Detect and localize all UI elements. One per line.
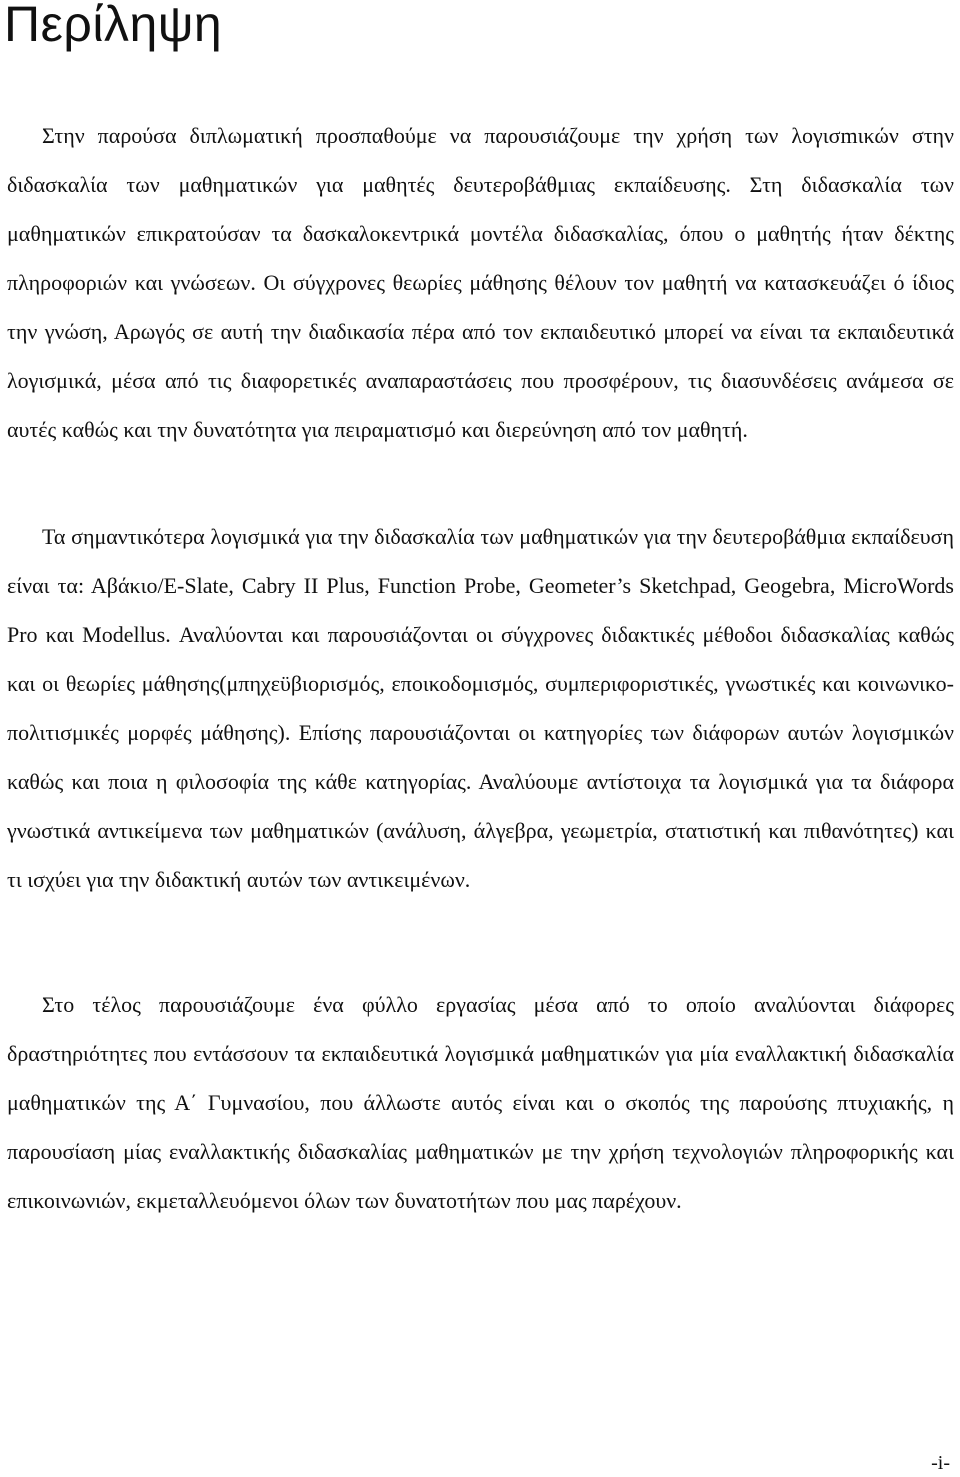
abstract-paragraph-3-block (7, 980, 954, 1225)
abstract-paragraph-2-block (7, 512, 954, 904)
page-number: -i- (931, 1452, 950, 1474)
abstract-paragraph-3: Στο τέλος παρουσιάζουμε ένα φύλλο εργασίας μέσα από το οποίο αναλύονται διάφορες δραστηριότητες που εντάσσουν τα εκπαιδευτικά λογισμικά μαθηματικών για μία εναλλακτική διδασκαλία μαθηματικών της Α΄ Γυμνασίου, που άλλωστε αυτός είναι και ο σκοπός της παρούσης πτυχιακής, η παρουσίαση μίας εναλλακτικής διδασκαλίας μαθηματικών με την χρήση τεχνολογιών πληροφορικής και επικοινωνιών, εκμεταλλευόμενοι όλων των δυνατοτήτων που μας παρέχουν. (7, 992, 954, 1213)
abstract-paragraph-1-block (7, 111, 954, 454)
page-title: Περίληψη (4, 0, 223, 52)
abstract-paragraph-2: Τα σημαντικότερα λογισμικά για την διδασκαλία των μαθηματικών για την δευτεροβάθμια εκπαίδευση είναι τα: Αβάκιο/E-Slate, Cabry II Plus, Function Probe, Geometer’s Sketchpad, Geogebra, MicroWords Pro και Modellus. Αναλύονται και παρουσιάζονται οι σύγχρονες διδακτικές μέθοδοι διδασκαλίας καθώς και οι θεωρίες μάθησης(μπηχεϋβιορισμός, εποικοδομισμός, συμπεριφοριστικές, γνωστικές και κοινωνικοπολιτισμικές μορφές μάθησης). Επίσης παρουσιάζονται οι κατηγορίες των διάφορων αυτών λογισμικών καθώς και ποια η φιλοσοφία της κάθε κατηγορίας. Αναλύουμε αντίστοιχα τα λογισμικά για τα διάφορα γνωστικά αντικείμενα των μαθηματικών (ανάλυση, άλγεβρα, γεωμετρία, στατιστική και πιθανότητες) και τι ισχύει για την διδακτική αυτών των αντικειμένων. (7, 524, 954, 892)
abstract-paragraph-1: Στην παρούσα διπλωματική προσπαθούμε να παρουσιάζουμε την χρήση των λογισmικών στην διδασκαλία των μαθηματικών για μαθητές δευτεροβάθμιας εκπαίδευσης. Στη διδασκαλία των μαθηματικών επικρατούσαν τα δασκαλοκεντρικά μοντέλα διδασκαλίας, όπου ο μαθητής ήταν δέκτης πληροφοριών και γνώσεων. Οι σύγχρονες θεωρίες μάθησης θέλουν τον μαθητή να κατασκευάζει ό ίδιος την γνώση, Αρωγός σε αυτή την διαδικασία πέρα από τον εκπαιδευτικό μπορεί να είναι τα εκπαιδευτικά λογισμικά, μέσα από τις διαφορετικές αναπαραστάσεις που προσφέρουν, τις διασυνδέσεις ανάμεσα σε αυτές καθώς και την δυνατότητα για πειραματισμό και διερεύνηση από τον μαθητή. (7, 123, 954, 442)
